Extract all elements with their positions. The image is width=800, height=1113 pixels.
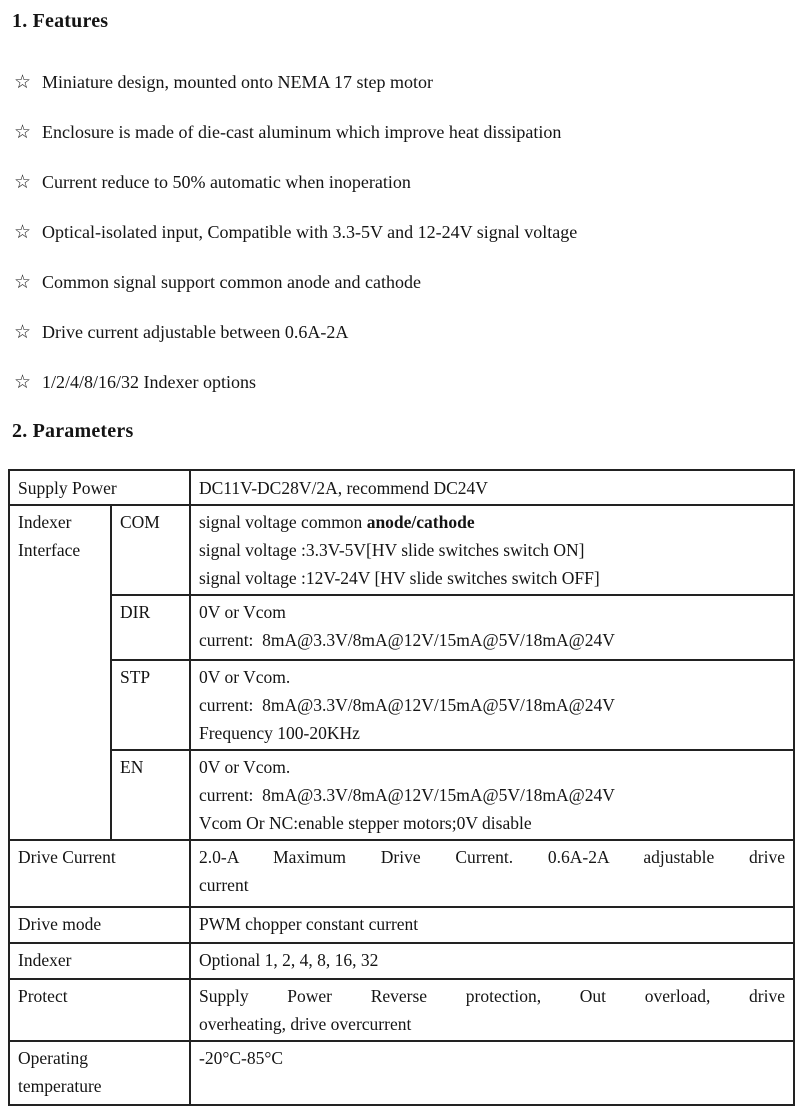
star-icon: ☆: [14, 71, 32, 93]
star-icon: ☆: [14, 321, 32, 343]
feature-text: 1/2/4/8/16/32 Indexer options: [42, 372, 256, 392]
com-line-3: signal voltage :12V-24V [HV slide switches switch OFF]: [199, 568, 600, 588]
param-label-indexer: Indexer: [9, 943, 190, 979]
param-value-dir: [190, 595, 794, 660]
star-icon: ☆: [14, 371, 32, 393]
param-value-com: [190, 505, 794, 595]
table-row-com: [9, 505, 794, 595]
table-row-stp: [9, 660, 794, 750]
en-line-3: Vcom Or NC:enable stepper motors;0V disable: [199, 813, 532, 833]
feature-item: [14, 270, 792, 294]
dir-line-1: 0V or Vcom: [199, 602, 286, 622]
table-row-en: [9, 750, 794, 840]
dir-line-2: current: 8mA@3.3V/8mA@12V/15mA@5V/18mA@24V: [199, 630, 615, 650]
protect-line-2: overheating, drive overcurrent: [199, 1014, 412, 1034]
param-value-drive-mode: PWM chopper constant current: [190, 907, 794, 943]
table-row-supply-power: [9, 470, 794, 505]
param-label-drive-mode: Drive mode: [9, 907, 190, 943]
star-icon: ☆: [14, 121, 32, 143]
parameters-heading: 2. Parameters: [12, 420, 134, 442]
features-heading: 1. Features: [12, 10, 109, 32]
star-icon: ☆: [14, 271, 32, 293]
feature-item: [14, 370, 792, 394]
feature-text: Common signal support common anode and cathode: [42, 272, 421, 292]
param-label-operating-temperature: [9, 1041, 190, 1105]
stp-line-2: current: 8mA@3.3V/8mA@12V/15mA@5V/18mA@24V: [199, 695, 615, 715]
feature-text: Drive current adjustable between 0.6A-2A: [42, 322, 349, 342]
param-sublabel-en: EN: [111, 750, 190, 840]
star-icon: ☆: [14, 171, 32, 193]
en-line-1: 0V or Vcom.: [199, 757, 291, 777]
drive-current-line-1: 2.0-A Maximum Drive Current. 0.6A-2A adjustable drive: [199, 847, 785, 867]
param-value-indexer: Optional 1, 2, 4, 8, 16, 32: [190, 943, 794, 979]
param-label-indexer-interface: Indexer Interface: [9, 505, 111, 840]
table-row-protect: [9, 979, 794, 1041]
table-row-drive-current: [9, 840, 794, 907]
feature-text: Miniature design, mounted onto NEMA 17 step motor: [42, 72, 433, 92]
protect-line-1: Supply Power Reverse protection, Out overload, drive: [199, 986, 785, 1006]
param-label-protect: Protect: [9, 979, 190, 1041]
param-sublabel-com: COM: [111, 505, 190, 595]
feature-item: [14, 170, 792, 194]
en-line-2: current: 8mA@3.3V/8mA@12V/15mA@5V/18mA@24V: [199, 785, 615, 805]
operating-temperature-label-text: Operating temperature: [18, 1048, 102, 1096]
feature-item: [14, 70, 792, 94]
feature-text: Optical-isolated input, Compatible with 3.3-5V and 12-24V signal voltage: [42, 222, 578, 242]
feature-item: [14, 320, 792, 344]
param-label-drive-current: Drive Current: [9, 840, 190, 907]
table-row-drive-mode: [9, 907, 794, 943]
param-value-supply-power: DC11V-DC28V/2A, recommend DC24V: [190, 470, 794, 505]
param-value-drive-current: [190, 840, 794, 907]
param-value-protect: [190, 979, 794, 1041]
feature-text: Current reduce to 50% automatic when inoperation: [42, 172, 411, 192]
star-icon: ☆: [14, 221, 32, 243]
param-sublabel-dir: DIR: [111, 595, 190, 660]
com-line-1-text: signal voltage common: [199, 512, 367, 532]
feature-item: [14, 220, 792, 244]
param-value-stp: [190, 660, 794, 750]
table-row-operating-temperature: [9, 1041, 794, 1105]
param-sublabel-stp: STP: [111, 660, 190, 750]
stp-line-1: 0V or Vcom.: [199, 667, 291, 687]
table-row-dir: [9, 595, 794, 660]
param-value-operating-temperature: -20°C-85°C: [190, 1041, 794, 1105]
com-line-1: [199, 508, 785, 536]
parameters-table: [8, 469, 795, 1106]
param-label-supply-power: Supply Power: [9, 470, 190, 505]
param-value-en: [190, 750, 794, 840]
table-row-indexer: [9, 943, 794, 979]
com-line-2: signal voltage :3.3V-5V[HV slide switches switch ON]: [199, 540, 585, 560]
com-line-1-bold: anode/cathode: [366, 512, 475, 532]
feature-item: [14, 120, 792, 144]
features-list: [14, 70, 792, 394]
stp-line-3: Frequency 100-20KHz: [199, 723, 360, 743]
feature-text: Enclosure is made of die-cast aluminum which improve heat dissipation: [42, 122, 562, 142]
drive-current-line-2: current: [199, 875, 249, 895]
